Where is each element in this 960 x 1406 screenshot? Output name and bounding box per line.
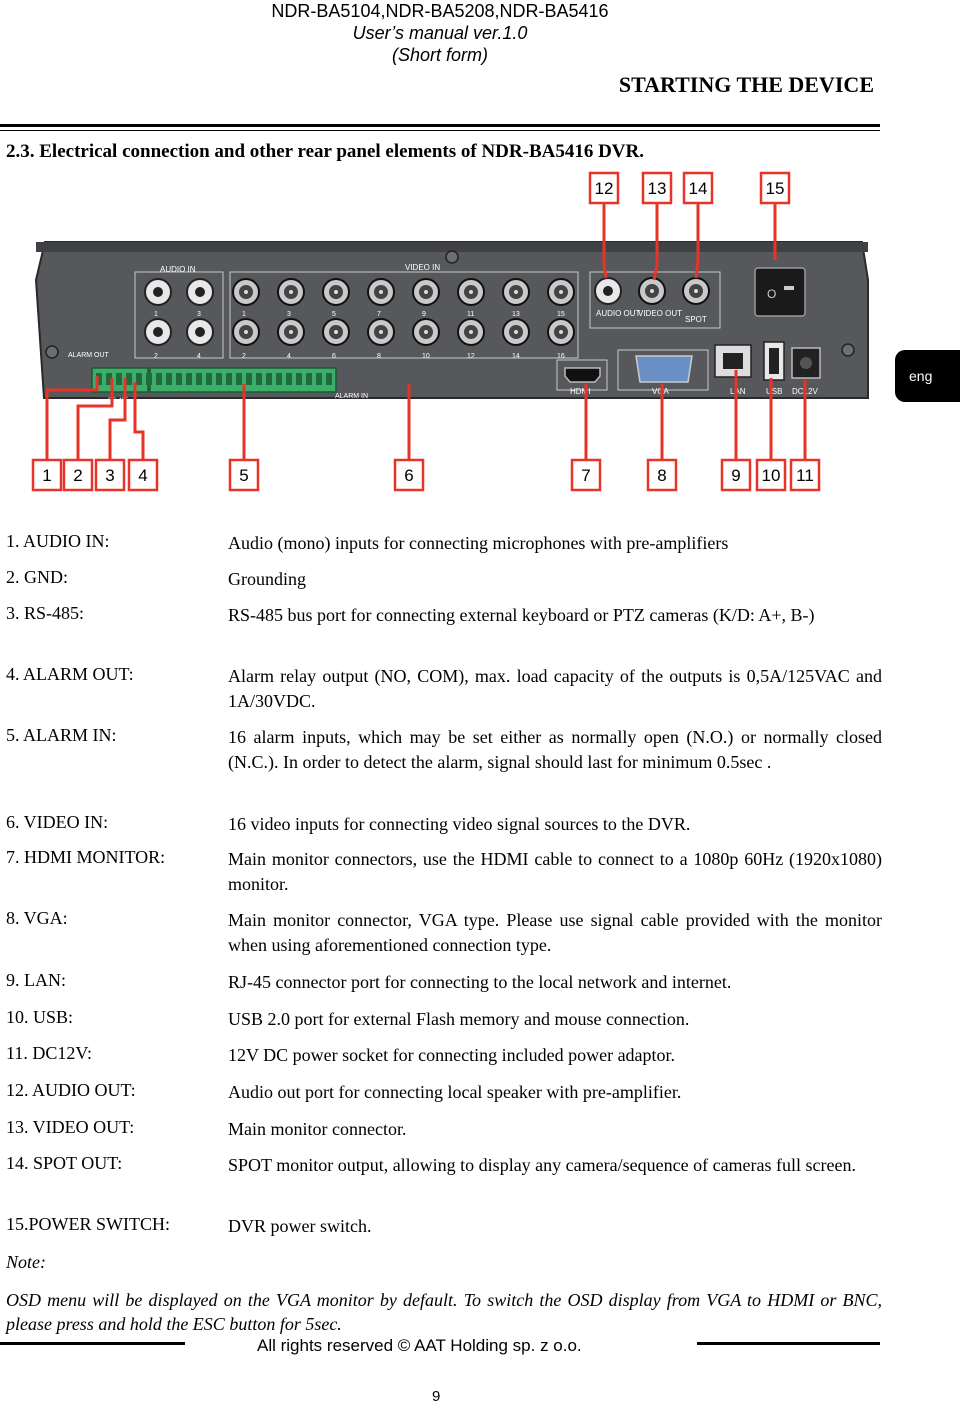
terminal-screw (146, 373, 152, 385)
item-description: DVR power switch. (228, 1216, 372, 1236)
callout-number-4: 4 (138, 466, 148, 485)
svg-text:O: O (767, 287, 777, 301)
item-term: 5. ALARM IN: (6, 725, 117, 745)
item-term: 11. DC12V: (6, 1043, 93, 1063)
note-label: Note: (6, 1252, 46, 1272)
footer-copyright: All rights reserved © AAT Holding sp. z o.o. (257, 1336, 582, 1355)
callout-number-14: 14 (688, 179, 708, 198)
panel-label-hdmi: HDMI (570, 387, 591, 396)
item-description: Main monitor connector, VGA type. Please use signal cable provided with the monitor when using aforementioned connection type. (228, 910, 882, 955)
callout-number-13: 13 (647, 179, 667, 198)
panel-label-audio-out: AUDIO OUT (596, 309, 641, 318)
item-description: SPOT monitor output, allowing to display any camera/sequence of cameras full screen. (228, 1155, 856, 1175)
item-term: 15.POWER SWITCH: (6, 1214, 170, 1234)
video-in-number: 2 (242, 353, 246, 360)
terminal-screw (126, 373, 132, 385)
callout-top-group (590, 173, 789, 203)
item-description: USB 2.0 port for external Flash memory and mouse connection. (228, 1009, 690, 1029)
panel-label-lan: LAN (730, 387, 746, 396)
panel-label-audio-in: AUDIO IN (160, 265, 196, 274)
header-rule-thin (0, 130, 880, 131)
item-term: 10. USB: (6, 1007, 74, 1027)
video-in-number: 7 (377, 311, 381, 318)
video-in-number: 8 (377, 353, 381, 360)
callout-number-9: 9 (731, 466, 741, 485)
terminal-screw (226, 373, 232, 385)
terminal-screw (256, 373, 262, 385)
terminal-screw (276, 373, 282, 385)
callout-bottom-group (33, 460, 819, 490)
video-in-number: 4 (287, 353, 291, 360)
video-in-number: 5 (332, 311, 336, 318)
terminal-screw (266, 373, 272, 385)
item-term: 13. VIDEO OUT: (6, 1117, 135, 1137)
callout-number-1: 1 (42, 466, 52, 485)
video-in-number: 10 (422, 353, 430, 360)
terminal-screw (166, 373, 172, 385)
terminal-screw (246, 373, 252, 385)
callout-line-14 (696, 202, 698, 278)
video-in-number: 15 (557, 311, 565, 318)
item-term: 6. VIDEO IN: (6, 812, 109, 832)
video-in-number: 9 (422, 311, 426, 318)
terminal-screw (206, 373, 212, 385)
callout-number-6: 6 (404, 466, 414, 485)
callout-number-3: 3 (105, 466, 115, 485)
item-description: 16 video inputs for connecting video signal sources to the DVR. (228, 814, 691, 834)
video-in-number: 11 (467, 311, 475, 318)
terminal-screw (216, 373, 222, 385)
audio-num: 1 (154, 311, 158, 318)
terminal-screw (186, 373, 192, 385)
item-term: 14. SPOT OUT: (6, 1153, 123, 1173)
video-in-number: 13 (512, 311, 520, 318)
callout-number-7: 7 (581, 466, 591, 485)
section-title: 2.3. Electrical connection and other rear panel elements of NDR-BA5416 DVR. (6, 141, 645, 162)
screw-icon (46, 346, 58, 358)
note-text: OSD menu will be displayed on the VGA monitor by default. To switch the OSD display from VGA to HDMI or BNC, please press and hold the ESC button for 5sec. (6, 1290, 882, 1334)
terminal-screw (176, 373, 182, 385)
terminal-screw (136, 373, 142, 385)
video-in-number: 14 (512, 353, 520, 360)
video-in-number: 12 (467, 353, 475, 360)
terminal-screw (326, 373, 332, 385)
item-description: RJ-45 connector port for connecting to the local network and internet. (228, 972, 732, 992)
item-term: 2. GND: (6, 567, 68, 587)
callout-line-12 (604, 202, 606, 278)
terminal-screw (236, 373, 242, 385)
item-description: Audio (mono) inputs for connecting microphones with pre-amplifiers (228, 533, 729, 553)
page-header-model: NDR-BA5104,NDR-BA5208,NDR-BA5416 (271, 1, 609, 21)
terminal-screw (316, 373, 322, 385)
item-description: 12V DC power socket for connecting included power adaptor. (228, 1045, 676, 1065)
rear-panel-figure (0, 170, 895, 500)
terminal-screw (296, 373, 302, 385)
page-header-form: (Short form) (391, 45, 488, 65)
item-description: Main monitor connector. (228, 1119, 407, 1139)
callout-number-15: 15 (765, 179, 785, 198)
panel-label-video-out: VIDEO OUT (638, 309, 683, 318)
video-in-number: 1 (242, 311, 246, 318)
item-term: 4. ALARM OUT: (6, 664, 134, 684)
terminal-screw (286, 373, 292, 385)
panel-label-rs485: RS-485 (108, 398, 129, 404)
panel-label-dc12v: DC12V (792, 387, 818, 396)
item-term: 3. RS-485: (6, 603, 85, 623)
item-term: 1. AUDIO IN: (6, 531, 110, 551)
panel-label-video-in: VIDEO IN (405, 263, 441, 272)
screw-icon (446, 251, 458, 263)
panel-label-usb: USB (766, 387, 783, 396)
panel-label-vga: VGA (652, 387, 669, 396)
callout-number-12: 12 (594, 179, 614, 198)
item-description: Alarm relay output (NO, COM), max. load capacity of the outputs is 0,5A/125VAC and 1A/30VDC. (228, 666, 882, 711)
item-term: 9. LAN: (6, 970, 66, 990)
panel-label-alarm-in: ALARM IN (335, 393, 369, 400)
audio-num: 3 (197, 311, 201, 318)
callout-number-2: 2 (73, 466, 83, 485)
audio-num: 4 (197, 353, 201, 360)
callout-number-8: 8 (657, 466, 667, 485)
screw-icon (842, 344, 854, 356)
terminal-screw (306, 373, 312, 385)
terminal-screw (116, 373, 122, 385)
panel-label-alarm-out: ALARM OUT (68, 352, 109, 359)
item-description: 16 alarm inputs, which may be set either as normally open (N.O.) or normally closed (N.C.). In order to detect the alarm, signal should last for minimum 0.5sec . (228, 727, 882, 772)
callout-number-10: 10 (761, 466, 781, 485)
terminal-screw (156, 373, 162, 385)
language-tab[interactable]: eng (895, 350, 960, 402)
item-term: 8. VGA: (6, 908, 68, 928)
item-description: Grounding (228, 569, 306, 589)
video-in-number: 3 (287, 311, 291, 318)
callout-number-11: 11 (796, 466, 814, 485)
item-description: Main monitor connectors, use the HDMI cable to connect to a 1080p 60Hz (1920x1080) monitor. (228, 849, 882, 894)
panel-label-spot: SPOT (685, 315, 707, 324)
page-number: 9 (432, 1388, 441, 1405)
item-term: 12. AUDIO OUT: (6, 1080, 136, 1100)
page-header-manual: User’s manual ver.1.0 (352, 23, 528, 43)
audio-num: 2 (154, 353, 158, 360)
video-in-number: 6 (332, 353, 336, 360)
chapter-title: STARTING THE DEVICE (618, 72, 874, 97)
callout-number-5: 5 (239, 466, 249, 485)
footer-rule-right (697, 1342, 880, 1345)
footer-rule-left (0, 1342, 185, 1345)
header-rule-thick (0, 124, 880, 127)
vga-port (636, 356, 692, 382)
hdmi-port (565, 368, 600, 382)
power-switch (755, 268, 805, 316)
callout-line-1 (47, 376, 97, 460)
item-description: RS-485 bus port for connecting external keyboard or PTZ cameras (K/D: A+, B-) (228, 605, 815, 625)
terminal-screw (196, 373, 202, 385)
video-in-number: 16 (557, 353, 565, 360)
item-description: Audio out port for connecting local speaker with pre-amplifier. (228, 1082, 682, 1102)
item-term: 7. HDMI MONITOR: (6, 847, 166, 867)
